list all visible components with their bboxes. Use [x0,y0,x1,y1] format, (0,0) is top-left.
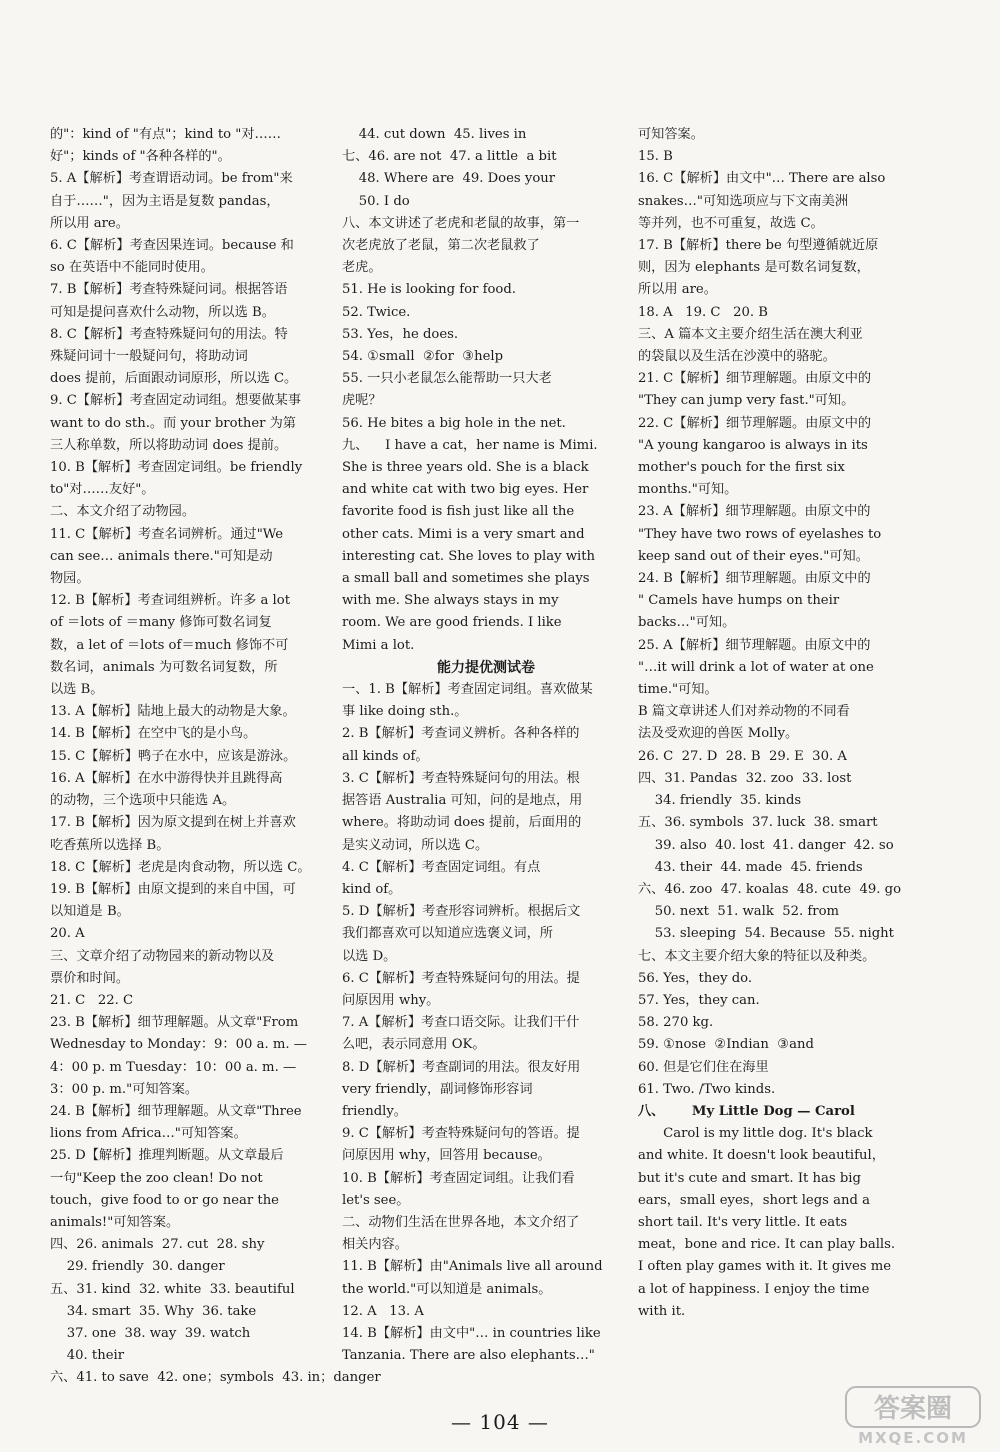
answer-line: 3. C【解析】考查特殊疑问句的用法。根 [342,770,580,786]
answer-line: 自于……"，因为主语是复数 pandas， [50,193,280,209]
answer-line: 14. B【解析】在空中飞的是小鸟。 [50,726,257,742]
answer-line: keep sand out of their eyes."可知。 [638,548,869,564]
watermark-logo-text: 答案圈 [873,1394,953,1424]
answer-line: 29. friendly 30. danger [50,1259,225,1275]
answer-line: 数，a let of ＝lots of＝much 修饰不可 [50,637,289,653]
answer-line: 9. C【解析】考查固定动词组。想要做某事 [50,393,302,409]
answer-line: 13. A【解析】陆地上最大的动物是大象。 [50,704,296,720]
answer-line: 一、1. B【解析】考查固定词组。喜欢做某 [342,682,593,698]
answer-line: 57. Yes，they can. [638,992,760,1008]
answer-line: 50. I do [342,193,410,209]
answer-line: 则，因为 elephants 是可数名词复数， [638,260,870,276]
answer-line: favorite food is fish just like all the [342,504,575,520]
answer-line: months."可知。 [638,482,738,498]
answer-line: 16. C【解析】由文中"… There are also [638,171,886,187]
answer-line: 相关内容。 [342,1237,408,1253]
answer-line: "A young kangaroo is always in its [638,437,868,453]
answer-line: 23. B【解析】细节理解题。从文章"From [50,1015,299,1031]
answer-line: 事 like doing sth.。 [342,704,468,720]
answer-line: 43. their 44. made 45. friends [638,859,863,875]
answer-line: backs…"可知。 [638,615,736,631]
answer-line: 26. C 27. D 28. B 29. E 30. A [638,748,847,764]
answer-line: a small ball and sometimes she plays [342,571,590,587]
watermark-url: MXQE.COM [858,1429,968,1447]
answer-line: 么吧，表示同意用 OK。 [342,1037,486,1053]
answer-line: 19. B【解析】由原文提到的来自中国，可 [50,881,296,897]
answer-line: 60. 但是它们住在海里 [638,1059,769,1075]
answer-line: 五、31. kind 32. white 33. beautiful [50,1281,295,1297]
answer-line: 25. A【解析】细节理解题。由原文中的 [638,637,871,653]
answer-line: I often play games with it. It gives me [638,1259,892,1275]
answer-line: and white cat with two big eyes. Her [342,482,589,498]
page-number: — 104 — [451,1410,549,1434]
answer-line: 以知道是 B。 [50,904,130,920]
answer-line: 56. Yes，they do. [638,970,753,986]
answer-line: where。将助动词 does 提前，后面用的 [342,815,582,831]
answer-line: 可知答案。 [638,127,704,142]
answer-line: 50. next 51. walk 52. from [638,904,840,920]
answer-line: 可知是提问喜欢什么动物，所以选 B。 [50,304,275,320]
answer-line: 15. B [638,149,673,165]
answer-line: 10. B【解析】考查固定词组。让我们看 [342,1170,575,1186]
answer-line: 7. A【解析】考查口语交际。让我们干什 [342,1015,580,1031]
answer-line: 56. He bites a big hole in the net. [342,415,566,431]
answer-line: 58. 270 kg. [638,1015,714,1031]
answer-line: 6. C【解析】考查特殊疑问句的用法。提 [342,970,580,986]
answer-line: 4. C【解析】考查固定词组。有点 [342,859,541,875]
answer-column-3 [638,124,916,1323]
answer-line: 16. A【解析】在水中游得快并且跳得高 [50,770,283,786]
answer-line: the world."可以知道是 animals。 [342,1281,552,1297]
essay-title: 八、 My Little Dog — Carol [638,1103,855,1119]
answer-line: with it. [638,1303,686,1319]
answer-line: of ＝lots of ＝many 修饰可数名词复 [50,615,272,631]
answer-line: mother's pouch for the first six [638,460,845,476]
answer-line: 三、A 篇本文主要介绍生活在澳大利亚 [638,326,863,342]
answer-line: 老虎。 [342,260,382,276]
answer-line: 次老虎放了老鼠，第二次老鼠救了 [342,238,540,254]
answer-line: B 篇文章讲述人们对养动物的不同看 [638,704,850,720]
answer-line: animals!"可知答案。 [50,1214,180,1230]
answer-line: 59. ①nose ②Indian ③and [638,1037,814,1053]
answer-line: 所以用 are。 [638,282,717,298]
answer-line: 二、动物们生活在世界各地，本文介绍了 [342,1214,580,1230]
answer-line: let's see。 [342,1192,410,1208]
answer-line: 51. He is looking for food. [342,282,516,298]
answer-line: snakes…"可知选项应与下文南美洲 [638,193,849,209]
answer-line: 三人称单数，所以将助动词 does 提前。 [50,437,288,453]
answer-line: 23. A【解析】细节理解题。由原文中的 [638,504,871,520]
answer-line: a lot of happiness. I enjoy the time [638,1281,870,1297]
answer-line: 虎呢？ [342,393,382,409]
answer-line: 问原因用 why。 [342,992,440,1008]
answer-line: 22. C【解析】细节理解题。由原文中的 [638,415,872,431]
answer-line: 问原因用 why，回答用 because。 [342,1148,551,1164]
answer-line: 14. B【解析】由文中"… in countries like [342,1325,601,1341]
answer-line: 法及受欢迎的兽医 Molly。 [638,726,799,742]
answer-line: 8. C【解析】考查特殊疑问句的用法。特 [50,326,288,342]
answer-line: 61. Two. /Two kinds. [638,1081,776,1097]
answer-line: 48. Where are 49. Does your [342,171,556,187]
answer-line: 的袋鼠以及生活在沙漠中的骆驼。 [638,349,836,365]
answer-line: 18. A 19. C 20. B [638,304,768,320]
answer-line: 10. B【解析】考查固定词组。be friendly [50,460,303,476]
answer-line: can see… animals there."可知是动 [50,548,273,564]
answer-line: 所以用 are。 [50,215,129,231]
answer-line: interesting cat. She loves to play with [342,548,596,564]
answer-line: She is three years old. She is a black [342,460,589,476]
answer-line: 五、36. symbols 37. luck 38. smart [638,815,878,831]
answer-line: want to do sth.。而 your brother 为第 [50,415,296,431]
answer-line: 8. D【解析】考查副词的用法。很友好用 [342,1059,581,1075]
answer-line: "They have two rows of eyelashes to [638,526,882,542]
answer-line: 的"：kind of "有点"；kind to "对…… [50,127,281,142]
answer-column-2 [342,124,630,1367]
answer-line: 21. C【解析】细节理解题。由原文中的 [638,371,872,387]
answer-line: 11. C【解析】考查名词辨析。通过"We [50,526,284,542]
answer-line: 24. B【解析】细节理解题。由原文中的 [638,571,871,587]
answer-line: 票价和时间。 [50,970,130,986]
answer-line: 3：00 p. m."可知答案。 [50,1081,199,1097]
answer-line: 七、本文主要介绍大象的特征以及种类。 [638,948,876,964]
answer-line: so 在英语中不能同时使用。 [50,260,214,276]
answer-line: 44. cut down 45. lives in [342,127,527,142]
answer-line: 九、 I have a cat，her name is Mimi. [342,437,598,453]
answer-line: 39. also 40. lost 41. danger 42. so [638,837,894,853]
answer-line: 殊疑问词十一般疑问句，将助动词 [50,349,248,365]
answer-line: 以选 B。 [50,682,104,698]
answer-line: 55. 一只小老鼠怎么能帮助一只大老 [342,371,552,387]
answer-line: 7. B【解析】考查特殊疑问词。根据答语 [50,282,288,298]
answer-line: does 提前，后面跟动词原形，所以选 C。 [50,371,298,387]
answer-line: 吃香蕉所以选择 B。 [50,837,170,853]
answer-line: 20. A [50,926,85,942]
answer-line: 我们都喜欢可以知道应选褒义词，所 [342,926,553,942]
answer-line: 18. C【解析】老虎是肉食动物，所以选 C。 [50,859,311,875]
answer-line: 25. D【解析】推理判断题。从文章最后 [50,1148,284,1164]
answer-line: "They can jump very fast."可知。 [638,393,855,409]
answer-line: 八、本文讲述了老虎和老鼠的故事，第一 [342,215,580,231]
answer-line: 5. A【解析】考查谓语动词。be from"来 [50,171,293,187]
answer-line: meat，bone and rice. It can play balls. [638,1237,896,1253]
answer-line: short tail. It's very little. It eats [638,1214,848,1230]
answer-line: 是实义动词，所以选 C。 [342,837,489,853]
answer-line: 四、31. Pandas 32. zoo 33. lost [638,770,852,786]
answer-line: kind of。 [342,881,402,897]
section-heading: 能力提优测试卷 [437,659,535,676]
answer-line: 17. B【解析】因为原文提到在树上并喜欢 [50,815,296,831]
answer-line: 二、本文介绍了动物园。 [50,504,196,520]
answer-line: 37. one 38. way 39. watch [50,1325,251,1341]
answer-line: 一句"Keep the zoo clean! Do not [50,1170,263,1186]
answer-line: with me. She always stays in my [342,593,559,609]
answer-line: 52. Twice. [342,304,411,320]
answer-line: to"对……友好"。 [50,482,155,498]
answer-line: 54. ①small ②for ③help [342,349,504,365]
answer-line: touch，give food to or go near the [50,1192,279,1208]
answer-line: ears，small eyes，short legs and a [638,1192,870,1208]
answer-line: 21. C 22. C [50,992,134,1008]
answer-line: 12. B【解析】考查词组辨析。许多 a lot [50,593,290,609]
answer-line: 等并列，也不可重复，故选 C。 [638,215,824,231]
answer-line: 40. their [50,1348,125,1364]
answer-line: 的动物，三个选项中只能选 A。 [50,793,236,809]
answer-line: lions from Africa…"可知答案。 [50,1126,247,1142]
answer-line: " Camels have humps on their [638,593,840,609]
answer-line: 数名词，animals 为可数名词复数，所 [50,659,278,675]
answer-line: 以选 D。 [342,948,397,964]
answer-line: Wednesday to Monday：9：00 a. m. — [50,1037,307,1053]
answer-line: other cats. Mimi is a very smart and [342,526,585,542]
answer-line: 六、46. zoo 47. koalas 48. cute 49. go [638,881,902,897]
answer-line: 七、46. are not 47. a little a bit [342,149,557,165]
answer-line: 好"；kinds of "各种各样的"。 [50,149,231,165]
answer-line: 四、26. animals 27. cut 28. shy [50,1237,265,1253]
answer-line: 53. sleeping 54. Because 55. night [638,926,894,942]
answer-line: 三、文章介绍了动物园来的新动物以及 [50,948,275,964]
answer-line: 六、41. to save 42. one；symbols 43. in；danger [50,1370,381,1386]
answer-line: Tanzania. There are also elephants…" [342,1348,595,1364]
answer-line: 34. friendly 35. kinds [638,793,802,809]
answer-line: 据答语 Australia 可知，问的是地点，用 [342,793,583,809]
answer-line: "…it will drink a lot of water at one [638,659,874,675]
watermark-logo [838,1385,988,1449]
answer-line: 9. C【解析】考查特殊疑问句的答语。提 [342,1126,580,1142]
answer-line: time."可知。 [638,682,718,698]
answer-line: Mimi a lot. [342,637,415,653]
answer-line: room. We are good friends. I like [342,615,562,631]
answer-line: 6. C【解析】考查因果连词。because 和 [50,238,294,254]
answer-line: Carol is my little dog. It's black [638,1126,873,1142]
answer-line: very friendly，副词修饰形容词 [342,1081,533,1097]
answer-line: 11. B【解析】由"Animals live all around [342,1259,603,1275]
answer-line: 34. smart 35. Why 36. take [50,1303,257,1319]
answer-line: 12. A 13. A [342,1303,424,1319]
answer-line: friendly。 [342,1103,407,1119]
answer-line: 4：00 p. m Tuesday：10：00 a. m. — [50,1059,297,1075]
answer-line: 15. C【解析】鸭子在水中，应该是游泳。 [50,748,297,764]
answer-line: but it's cute and smart. It has big [638,1170,861,1186]
answer-line: all kinds of。 [342,748,429,764]
answer-line: and white. It doesn't look beautiful， [638,1148,885,1164]
answer-line: 17. B【解析】there be 句型遵循就近原 [638,238,879,254]
answer-line: 2. B【解析】考查词义辨析。各种各样的 [342,726,580,742]
answer-line: 53. Yes，he does. [342,326,459,342]
answer-line: 5. D【解析】考查形容词辨析。根据后文 [342,904,581,920]
answer-line: 24. B【解析】细节理解题。从文章"Three [50,1103,302,1119]
answer-line: 物园。 [50,571,90,587]
